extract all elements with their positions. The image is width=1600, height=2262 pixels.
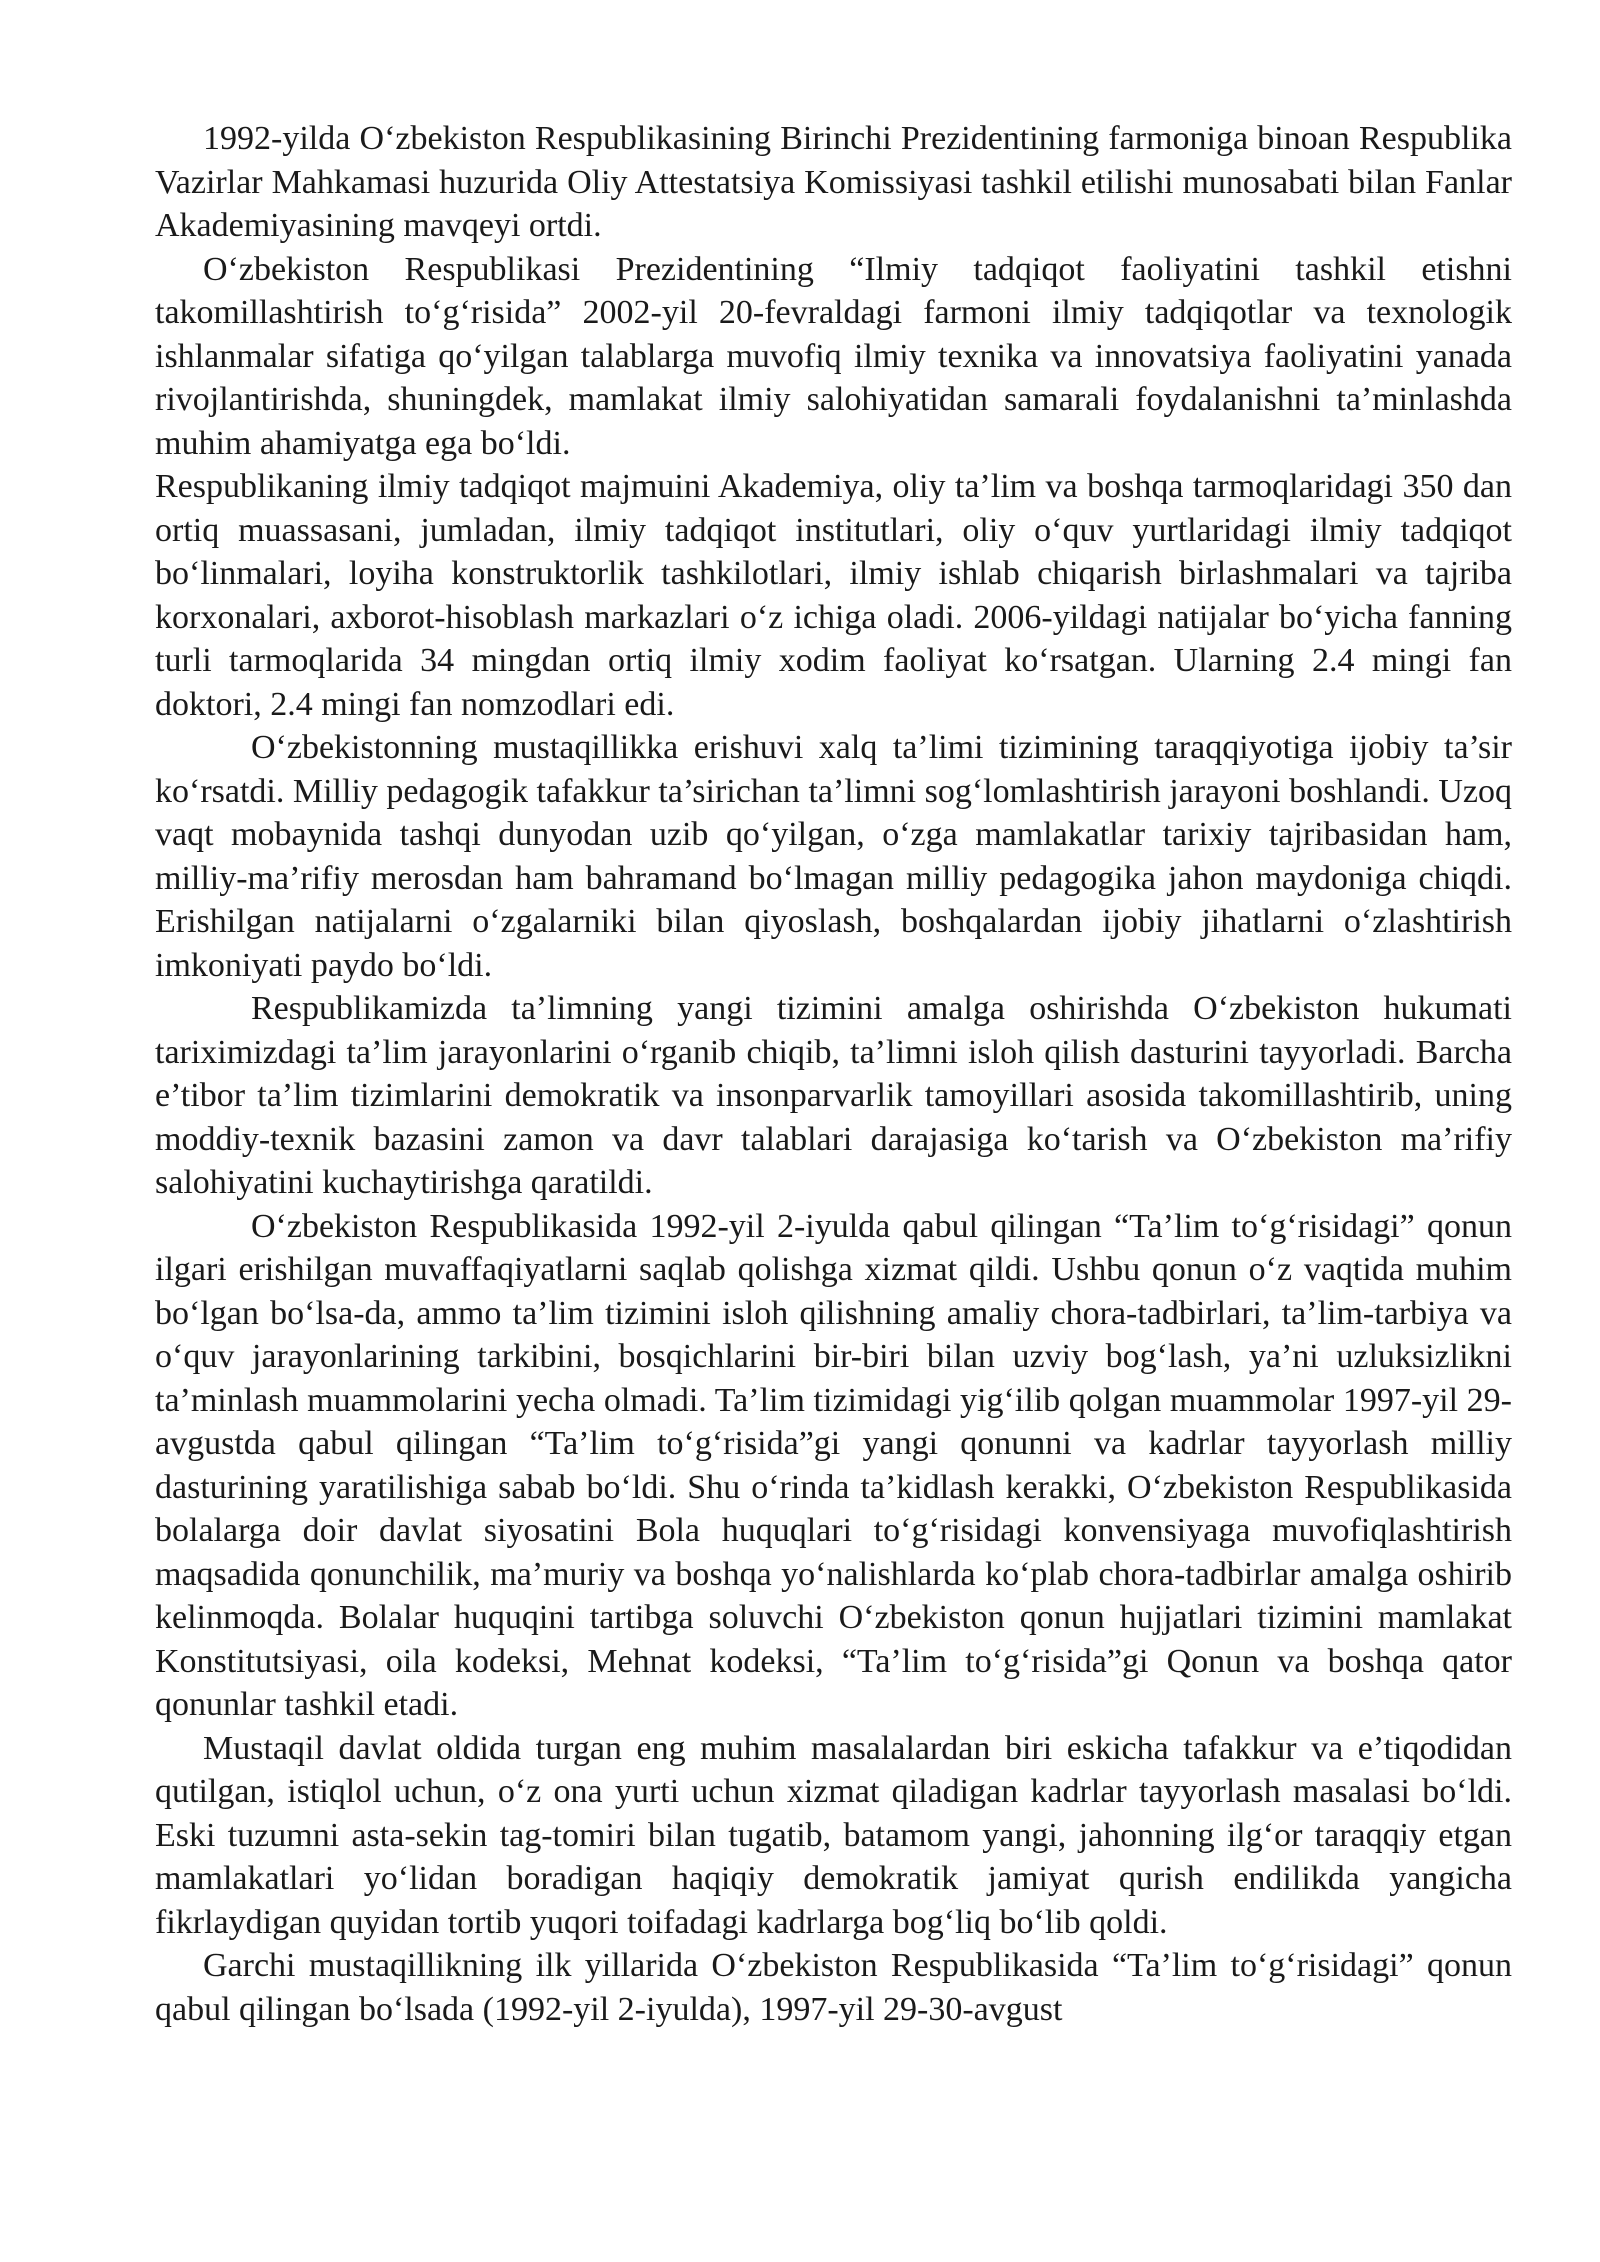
- paragraph-1: 1992-yilda O‘zbekiston Respublikasining Birinchi Prezidentining farmoniga binoan Respublika Vazirlar Mahkamasi huzurida Oliy Attestatsiya Komissiyasi tashkil etilishi munosabati bilan Fanlar Akademiyasining mavqeyi ortdi.: [155, 120, 1512, 244]
- paragraph-8: Garchi mustaqillikning ilk yillarida O‘zbekiston Respublikasida “Ta’lim to‘g‘risidagi” qonun qabul qilingan bo‘lsada (1992-yil 2-iyulda), 1997-yil 29-30-avgust: [155, 1947, 1512, 2028]
- paragraph-6: O‘zbekiston Respublikasida 1992-yil 2-iyulda qabul qilingan “Ta’lim to‘g‘risidagi” qonun ilgari erishilgan muvaffaqiyatlarni saqlab qolishga xizmat qildi. Ushbu qonun o‘z vaqtida muhim bo‘lgan bo‘lsa-da, ammo ta’lim tizimini isloh qilishning amaliy chora-tadbirlari, ta’lim-tarbiya va o‘quv jarayonlarining tarkibini, bosqichlarini bir-biri bilan uzviy bog‘lash, ya’ni uzluksizlikni ta’minlash muammolarini yecha olmadi. Ta’lim tizimidagi yig‘ilib qolgan muammolar 1997-yil 29-avgustda qabul qilingan “Ta’lim to‘g‘risida”gi yangi qonunni va kadrlar tayyorlash milliy dasturining yaratilishiga sabab bo‘ldi. Shu o‘rinda ta’kidlash kerakki, O‘zbekiston Respublikasida bolalarga doir davlat siyosatini Bola huquqlari to‘g‘risidagi konvensiyaga muvofiqlashtirish maqsadida qonunchilik, ma’muriy va boshqa yo‘nalishlarda ko‘plab chora-tadbirlar amalga oshirib kelinmoqda. Bolalar huquqini tartibga soluvchi O‘zbekiston qonun hujjatlari tizimini mamlakat Konstitutsiyasi, oila kodeksi, Mehnat kodeksi, “Ta’lim to‘g‘risida”gi Qonun va boshqa qator qonunlar tashkil etadi.: [155, 1207, 1512, 1723]
- paragraph-2: O‘zbekiston Respublikasi Prezidentining “Ilmiy tadqiqot faoliyatini tashkil etishni takomillashtirish to‘g‘risida” 2002-yil 20-fevraldagi farmoni ilmiy tadqiqotlar va texnologik ishlanmalar sifatiga qo‘yilgan talablarga muvofiq ilmiy texnika va innovatsiya faoliyatini yanada rivojlantirishda, shuningdek, mamlakat ilmiy salohiyatidan samarali foydalanishni ta’minlashda muhim ahamiyatga ega bo‘ldi.: [155, 250, 1512, 462]
- document-page: [155, 117, 1512, 2031]
- paragraph-4: O‘zbekistonning mustaqillikka erishuvi xalq ta’limi tizimining taraqqiyotiga ijobiy ta’sir ko‘rsatdi. Milliy pedagogik tafakkur ta’sirichan ta’limni sog‘lomlashtirish jarayoni boshlandi. Uzoq vaqt mobaynida tashqi dunyodan uzib qo‘yilgan, o‘zga mamlakatlar tarixiy tajribasidan ham, milliy-ma’rifiy merosdan ham bahramand bo‘lmagan milliy pedagogika jahon maydoniga chiqdi. Erishilgan natijalarni o‘zgalarniki bilan qiyoslash, boshqalardan ijobiy jihatlarni o‘zlashtirish imkoniyati paydo bo‘ldi.: [155, 729, 1512, 984]
- paragraph-7: Mustaqil davlat oldida turgan eng muhim masalalardan biri eskicha tafakkur va e’tiqodidan qutilgan, istiqlol uchun, o‘z ona yurti uchun xizmat qiladigan kadrlar tayyorlash masalasi bo‘ldi. Eski tuzumni asta-sekin tag-tomiri bilan tugatib, batamom yangi, jahonning ilg‘or taraqqiy etgan mamlakatlari yo‘lidan boradigan haqiqiy demokratik jamiyat qurish endilikda yangicha fikrlaydigan quyidan tortib yuqori toifadagi kadrlarga bog‘liq bo‘lib qoldi.: [155, 1729, 1512, 1941]
- paragraph-3: Respublikaning ilmiy tadqiqot majmuini Akademiya, oliy ta’lim va boshqa tarmoqlaridagi 350 dan ortiq muassasani, jumladan, ilmiy tadqiqot institutlari, oliy o‘quv yurtlaridagi ilmiy tadqiqot bo‘linmalari, loyiha konstruktorlik tashkilotlari, ilmiy ishlab chiqarish birlashmalari va tajriba korxonalari, axborot-hisoblash markazlari o‘z ichiga oladi. 2006-yildagi natijalar bo‘yicha fanning turli tarmoqlarida 34 mingdan ortiq ilmiy xodim faoliyat ko‘rsatgan. Ularning 2.4 mingi fan doktori, 2.4 mingi fan nomzodlari edi.: [155, 468, 1512, 723]
- paragraph-5: Respublikamizda ta’limning yangi tizimini amalga oshirishda O‘zbekiston hukumati tariximizdagi ta’lim jarayonlarini o‘rganib chiqib, ta’limni isloh qilish dasturini tayyorladi. Barcha e’tibor ta’lim tizimlarini demokratik va insonparvarlik tamoyillari asosida takomillashtirib, uning moddiy-texnik bazasini zamon va davr talablari darajasiga ko‘tarish va O‘zbekiston ma’rifiy salohiyatini kuchaytirishga qaratildi.: [155, 990, 1512, 1201]
